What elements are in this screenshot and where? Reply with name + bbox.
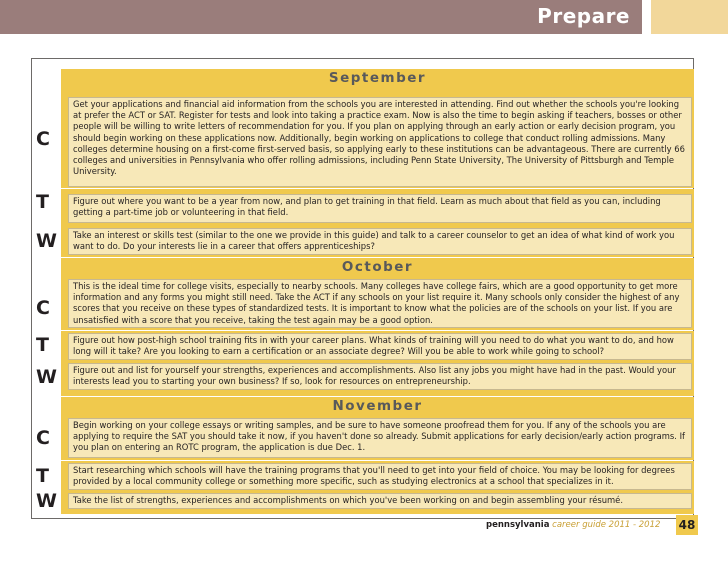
- row-letter-c: C: [36, 128, 50, 150]
- row-letter-w: W: [36, 490, 57, 512]
- row-letter-t: T: [36, 334, 49, 356]
- month-heading-september: September: [61, 69, 694, 87]
- october-training-text: Figure out how post-high school training fits in with your career plans. What kinds of training will you need to do what you want to do, and how long will it take? Are you looking to earn a certification or an associate degree? Will you be able to work while going to school?: [68, 333, 692, 360]
- header-tab-accent: [651, 0, 728, 34]
- row-letter-t: T: [36, 191, 49, 213]
- header-bar: [0, 0, 642, 34]
- row-letter-c: C: [36, 427, 50, 449]
- october-work-text: Figure out and list for yourself your strengths, experiences and accomplishments. Also list any jobs you might have had in the past. Would your interests lead you to starting your own business? If so, look for resources on entrepreneurship.: [68, 363, 692, 390]
- november-training-text: Start researching which schools will have the training programs that you'll need to get into your field of choice. You may be looking for degrees provided by a local community college or something more specific, such as studying electronics at a school that specializes in it.: [68, 463, 692, 490]
- row-letter-c: C: [36, 297, 50, 319]
- november-work-text: Take the list of strengths, experiences and accomplishments on which you've been working on and begin assembling your résumé.: [68, 493, 692, 509]
- page-footer: [486, 520, 660, 530]
- footer-brand: pennsylvania: [486, 520, 550, 530]
- september-training-text: Figure out where you want to be a year from now, and plan to get training in that field. Learn as much about that field as you can, including getting a part-time job or volunteering in that field.: [68, 194, 692, 223]
- october-college-text: This is the ideal time for college visits, especially to nearby schools. Many colleges have college fairs, which are a good opportunity to get more information and any forms you might still need. Take the ACT if any schools on your list require it. Many schools only consider the highest of any scores that you receive on these types of standardized tests. It is important to know what the policies are of the schools on your list. If you are unsatisfied with a score that you receive, taking the test again may be a good option.: [68, 279, 692, 328]
- month-heading-november: November: [61, 397, 694, 416]
- row-letter-w: W: [36, 230, 57, 252]
- september-work-text: Take an interest or skills test (similar to the one we provide in this guide) and talk to a career counselor to get an idea of what kind of work you want to do. Do your interests lie in a career that offers apprenticeships?: [68, 228, 692, 255]
- footer-guide-title: career guide 2011 - 2012: [552, 520, 661, 530]
- row-letter-w: W: [36, 366, 57, 388]
- september-college-text: Get your applications and financial aid information from the schools you are interested in attending. Find out whether the schools you're looking at prefer the ACT or SAT. Register for tests and look into taking a practice exam. Now is also the time to begin asking if teachers, bosses or other people will be willing to write letters of recommendation for you. If you plan on applying through an early action or early decision program, you should begin working on these applications now. Additionally, begin working on applications to college that conduct rolling admissions. Many colleges determine housing on a first-come first-served basis, so applying early to these institutions can be advantageous. There are currently 66 colleges and universities in Pennsylvania who offer rolling admissions, including Penn State University, The University of Pittsburgh and Temple University.: [68, 97, 692, 187]
- month-heading-october: October: [61, 258, 694, 277]
- november-college-text: Begin working on your college essays or writing samples, and be sure to have someone proofread them for you. If any of the schools you are applying to require the SAT you should take it now, if you haven't done so already. Submit applications for early decision/early action programs. If you plan on entering an ROTC program, the application is due Dec. 1.: [68, 418, 692, 458]
- row-letter-t: T: [36, 465, 49, 487]
- page-number: 48: [676, 515, 698, 535]
- page-title: Prepare: [537, 4, 630, 28]
